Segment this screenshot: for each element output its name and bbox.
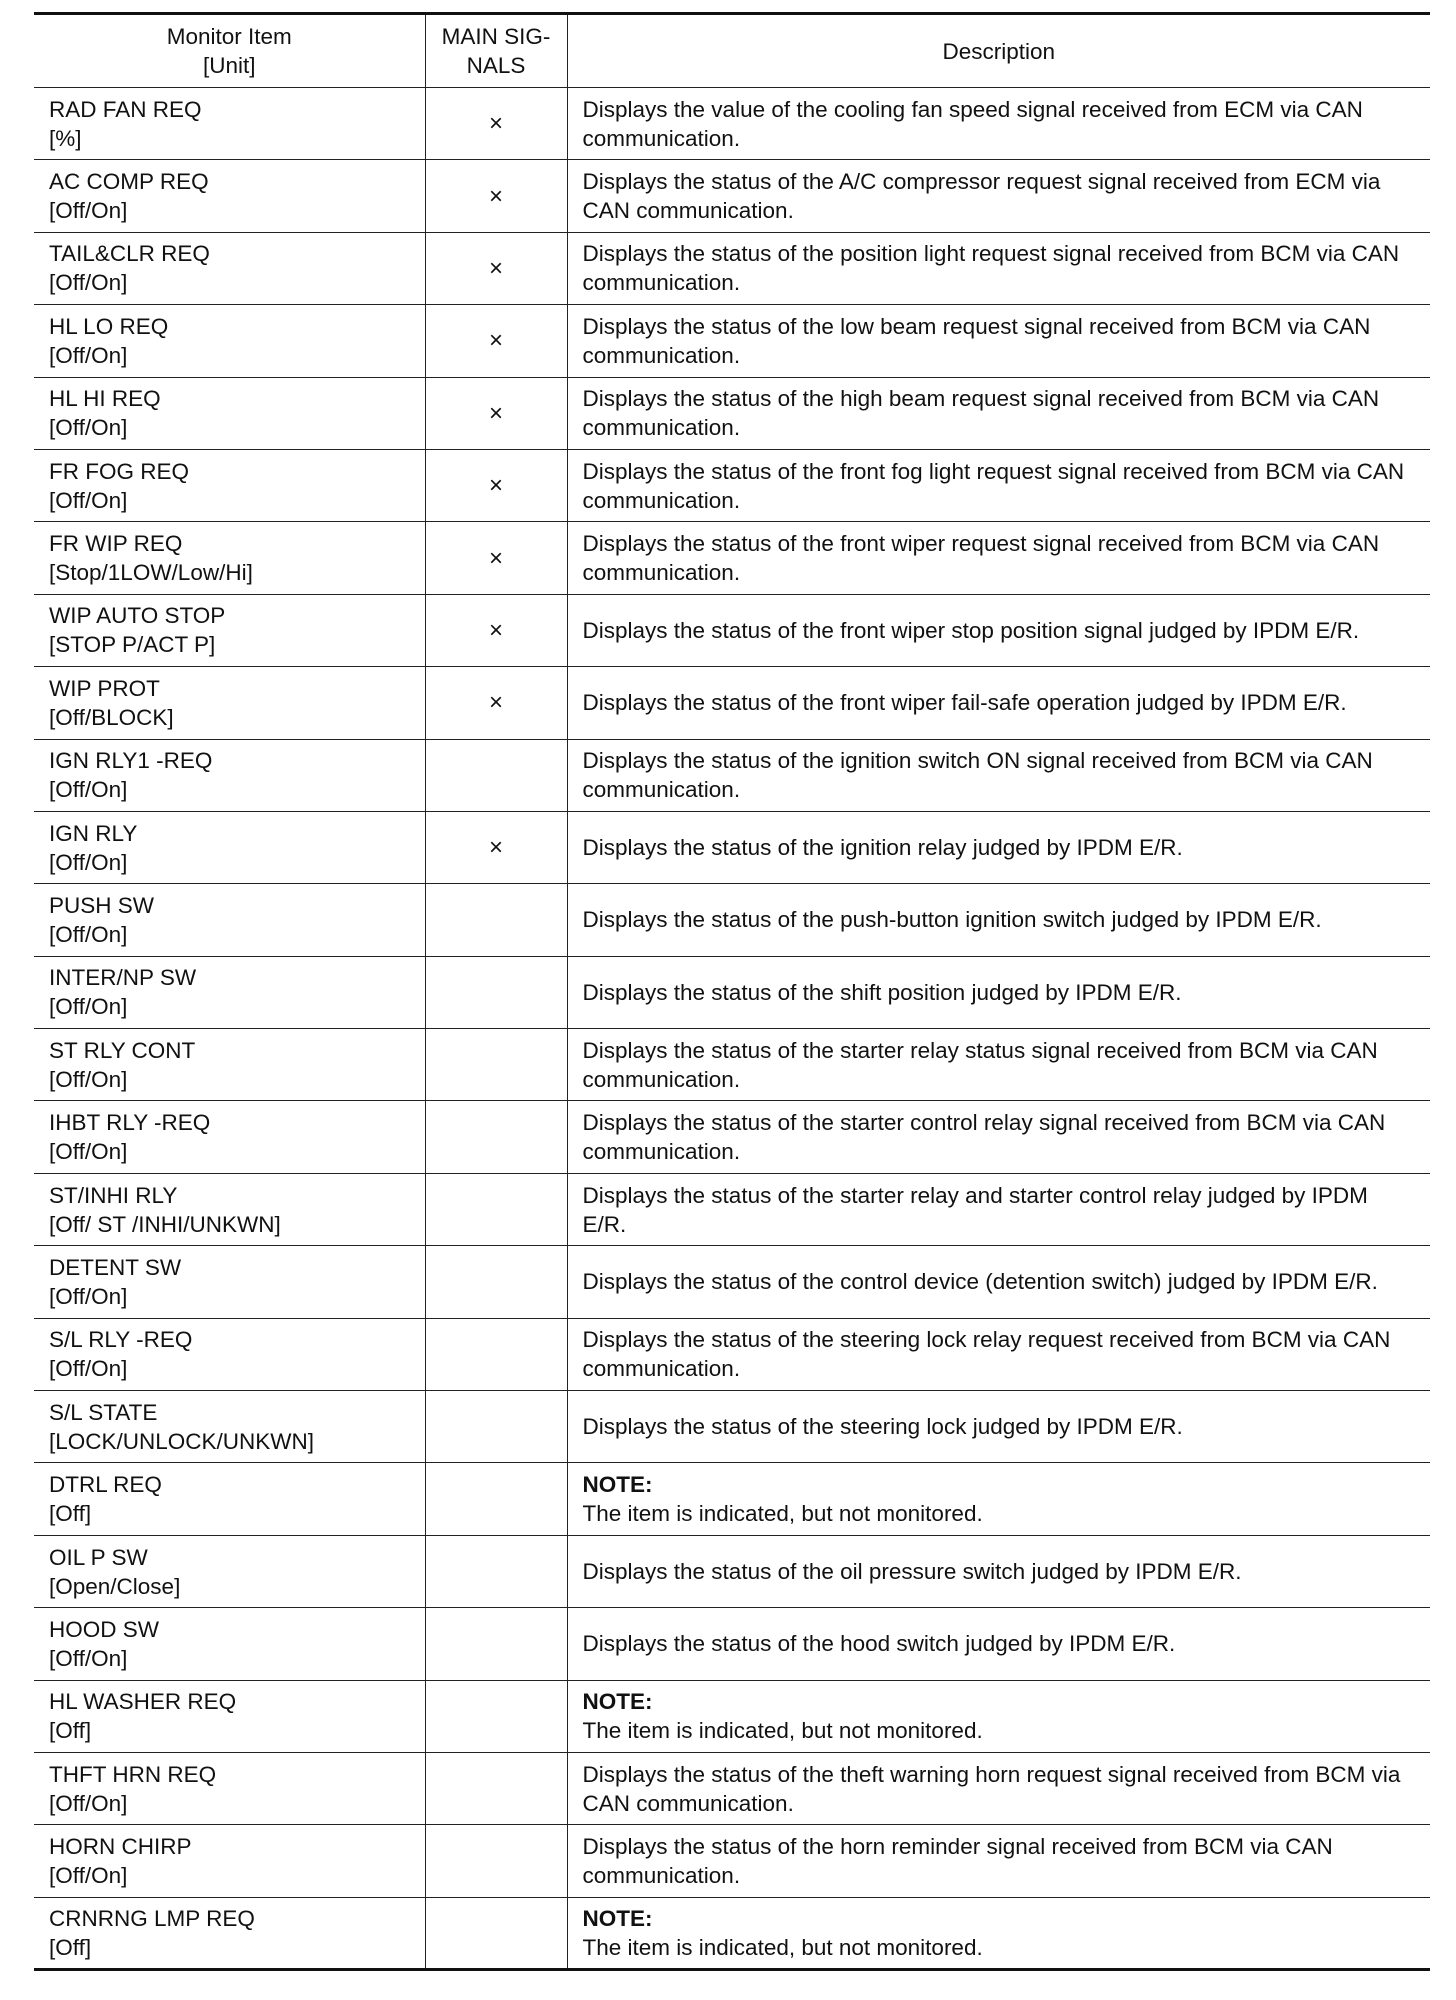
description-cell [567,594,1430,666]
table-row [34,377,1430,449]
table-row [34,1391,1430,1463]
main-signal-mark: × [425,160,567,232]
description-text: Displays the status of the theft warning horn request signal received from BCM via CAN communication. [582,1761,1401,1816]
main-signal-mark [425,1391,567,1463]
monitor-item-name: DETENT SW [49,1254,182,1280]
main-signal-mark: × [425,88,567,160]
monitor-item-unit: [Off/On] [49,1790,128,1816]
description-cell [567,956,1430,1028]
main-signal-mark [425,956,567,1028]
monitor-item-cell [34,1246,425,1318]
description-text: Displays the status of the front wiper request signal received from BCM via CAN communication. [582,531,1380,586]
monitor-item-cell [34,1463,425,1535]
description-cell [567,1101,1430,1173]
description-text: Displays the status of the ignition switch ON signal received from BCM via CAN communication. [582,748,1373,803]
description-text: Displays the status of the position light request signal received from BCM via CAN communication. [582,241,1400,296]
description-cell [567,1825,1430,1897]
table-body [34,88,1430,1970]
monitor-item-unit: [Off/On] [49,1139,128,1165]
description-cell [567,1318,1430,1390]
description-cell [567,1897,1430,1969]
monitor-item-cell [34,305,425,377]
description-text: Displays the status of the front wiper fail-safe operation judged by IPDM E/R. [582,690,1347,716]
main-signal-mark: × [425,449,567,521]
main-signal-mark [425,1173,567,1245]
monitor-item-unit: [LOCK/UNLOCK/UNKWN] [49,1428,315,1454]
monitor-item-unit: [Off/ ST /INHI/UNKWN] [49,1211,281,1237]
description-cell [567,522,1430,594]
monitor-item-name: AC COMP REQ [49,169,209,195]
header-monitor-item [34,14,425,88]
monitor-item-name: FR FOG REQ [49,458,189,484]
monitor-item-cell [34,1029,425,1101]
monitor-item-cell [34,1318,425,1390]
description-text: Displays the status of the steering lock judged by IPDM E/R. [582,1414,1183,1440]
description-cell [567,811,1430,883]
monitor-item-cell [34,739,425,811]
monitor-item-table [34,12,1430,1971]
monitor-item-unit: [Off/On] [49,270,128,296]
description-cell [567,739,1430,811]
main-signal-mark: × [425,667,567,739]
main-signal-mark [425,884,567,956]
monitor-item-name: HL HI REQ [49,386,161,412]
note-label: NOTE: [582,1472,653,1498]
description-cell [567,1680,1430,1752]
description-cell [567,1752,1430,1824]
description-text: Displays the status of the shift position judged by IPDM E/R. [582,979,1182,1005]
monitor-item-cell [34,1101,425,1173]
main-signal-mark [425,1825,567,1897]
monitor-item-name: IHBT RLY -REQ [49,1110,211,1136]
table-row [34,594,1430,666]
monitor-item-unit: [Off/On] [49,487,128,513]
monitor-item-unit: [Off/On] [49,1283,128,1309]
table-row [34,1680,1430,1752]
main-signal-mark [425,1608,567,1680]
monitor-item-name: WIP AUTO STOP [49,603,226,629]
description-text: Displays the status of the starter relay and starter control relay judged by IPDM E/R. [582,1182,1368,1237]
monitor-item-unit: [Off/On] [49,1356,128,1382]
monitor-item-unit: [Off] [49,1934,92,1960]
description-text: Displays the status of the starter relay status signal received from BCM via CAN communication. [582,1037,1378,1092]
header-main-signals-line1: MAIN SIG- [441,24,551,49]
table-row [34,884,1430,956]
description-cell [567,667,1430,739]
description-text: The item is indicated, but not monitored. [582,1501,983,1527]
table-row [34,811,1430,883]
table-row [34,1897,1430,1969]
monitor-item-cell [34,377,425,449]
monitor-item-cell [34,811,425,883]
table-row [34,1029,1430,1101]
monitor-item-name: TAIL&CLR REQ [49,241,210,267]
table-row [34,232,1430,304]
monitor-item-unit: [Off/On] [49,342,128,368]
monitor-item-name: HOOD SW [49,1616,159,1642]
table-row [34,1101,1430,1173]
monitor-item-cell [34,232,425,304]
description-cell [567,884,1430,956]
monitor-item-table-wrapper [34,12,1430,1971]
main-signal-mark [425,1029,567,1101]
monitor-item-cell [34,1391,425,1463]
monitor-item-unit: [Open/Close] [49,1573,181,1599]
monitor-item-cell [34,1825,425,1897]
main-signal-mark [425,1318,567,1390]
monitor-item-unit: [%] [49,125,82,151]
description-cell [567,377,1430,449]
monitor-item-unit: [Off/On] [49,994,128,1020]
header-main-signals-line2: NALS [466,53,526,78]
monitor-item-unit: [Off/On] [49,849,128,875]
monitor-item-name: THFT HRN REQ [49,1761,217,1787]
monitor-item-unit: [Off/On] [49,1066,128,1092]
header-description: Description [567,14,1430,88]
description-text: The item is indicated, but not monitored. [582,1934,983,1960]
table-row [34,667,1430,739]
table-row [34,1608,1430,1680]
monitor-item-unit: [Off/On] [49,198,128,224]
monitor-item-unit: [Off] [49,1501,92,1527]
monitor-item-unit: [STOP P/ACT P] [49,632,216,658]
table-header [34,14,1430,88]
monitor-item-unit: [Off/On] [49,777,128,803]
description-text: Displays the status of the steering lock relay request received from BCM via CAN communication. [582,1327,1391,1382]
monitor-item-cell [34,1608,425,1680]
monitor-item-name: ST RLY CONT [49,1037,196,1063]
description-cell [567,1029,1430,1101]
monitor-item-name: HL LO REQ [49,313,169,339]
description-text: Displays the status of the push-button ignition switch judged by IPDM E/R. [582,907,1322,933]
table-row [34,522,1430,594]
main-signal-mark [425,1680,567,1752]
table-row [34,1752,1430,1824]
description-cell [567,449,1430,521]
monitor-item-cell [34,160,425,232]
monitor-item-unit: [Stop/1LOW/Low/Hi] [49,560,253,586]
description-text: Displays the status of the high beam request signal received from BCM via CAN communication. [582,386,1380,441]
monitor-item-unit: [Off/On] [49,415,128,441]
description-cell [567,1391,1430,1463]
monitor-item-cell [34,522,425,594]
monitor-item-cell [34,667,425,739]
description-text: Displays the status of the control device (detention switch) judged by IPDM E/R. [582,1269,1378,1295]
description-text: Displays the value of the cooling fan speed signal received from ECM via CAN communication. [582,96,1363,151]
monitor-item-name: S/L STATE [49,1399,158,1425]
main-signal-mark: × [425,811,567,883]
monitor-item-cell [34,1535,425,1607]
note-label: NOTE: [582,1905,653,1931]
main-signal-mark: × [425,594,567,666]
table-row [34,1173,1430,1245]
description-cell [567,160,1430,232]
monitor-item-name: INTER/NP SW [49,965,197,991]
description-cell [567,232,1430,304]
description-text: Displays the status of the hood switch judged by IPDM E/R. [582,1631,1176,1657]
table-row [34,739,1430,811]
main-signal-mark [425,1535,567,1607]
header-main-signals [425,14,567,88]
description-text: Displays the status of the oil pressure switch judged by IPDM E/R. [582,1559,1242,1584]
monitor-item-cell [34,956,425,1028]
monitor-item-name: RAD FAN REQ [49,96,202,122]
monitor-item-name: PUSH SW [49,892,155,918]
monitor-item-cell [34,1752,425,1824]
main-signal-mark [425,739,567,811]
monitor-item-cell [34,1173,425,1245]
table-row [34,1535,1430,1607]
description-text: Displays the status of the ignition relay judged by IPDM E/R. [582,835,1183,861]
monitor-item-cell [34,884,425,956]
main-signal-mark: × [425,232,567,304]
monitor-item-cell [34,1897,425,1969]
monitor-item-name: ST/INHI RLY [49,1182,178,1208]
note-label: NOTE: [582,1689,653,1715]
description-text: Displays the status of the low beam request signal received from BCM via CAN communication. [582,313,1371,368]
monitor-item-cell [34,449,425,521]
table-row [34,1318,1430,1390]
main-signal-mark [425,1897,567,1969]
description-text: Displays the status of the front wiper stop position signal judged by IPDM E/R. [582,617,1360,643]
monitor-item-name: CRNRNG LMP REQ [49,1905,255,1931]
monitor-item-cell [34,1680,425,1752]
main-signal-mark: × [425,305,567,377]
monitor-item-name: S/L RLY -REQ [49,1327,193,1353]
monitor-item-name: FR WIP REQ [49,531,183,557]
monitor-item-name: WIP PROT [49,675,160,701]
description-text: Displays the status of the front fog light request signal received from BCM via CAN communication. [582,458,1405,513]
monitor-item-unit: [Off/On] [49,921,128,947]
table-row [34,88,1430,160]
table-row [34,305,1430,377]
table-row [34,1825,1430,1897]
table-row [34,449,1430,521]
description-cell [567,1608,1430,1680]
table-row [34,1463,1430,1535]
main-signal-mark [425,1246,567,1318]
monitor-item-name: HL WASHER REQ [49,1689,237,1715]
description-cell [567,1463,1430,1535]
description-cell [567,88,1430,160]
table-row [34,160,1430,232]
main-signal-mark: × [425,377,567,449]
monitor-item-name: DTRL REQ [49,1472,162,1498]
description-cell [567,1173,1430,1245]
monitor-item-name: IGN RLY [49,820,138,846]
monitor-item-name: IGN RLY1 -REQ [49,748,213,774]
main-signal-mark [425,1752,567,1824]
main-signal-mark [425,1463,567,1535]
monitor-item-unit: [Off] [49,1718,92,1744]
monitor-item-unit: [Off/On] [49,1863,128,1889]
table-row [34,1246,1430,1318]
table-row [34,956,1430,1028]
main-signal-mark: × [425,522,567,594]
description-text: Displays the status of the horn reminder signal received from BCM via CAN communication. [582,1834,1333,1889]
description-text: The item is indicated, but not monitored. [582,1718,983,1744]
header-monitor-item-line2: [Unit] [202,53,256,78]
description-text: Displays the status of the starter control relay signal received from BCM via CAN communication. [582,1110,1386,1165]
description-cell [567,305,1430,377]
monitor-item-unit: [Off/BLOCK] [49,704,174,730]
monitor-item-name: HORN CHIRP [49,1834,192,1860]
monitor-item-cell [34,594,425,666]
main-signal-mark [425,1101,567,1173]
description-cell [567,1535,1430,1607]
monitor-item-unit: [Off/On] [49,1645,128,1671]
monitor-item-cell [34,88,425,160]
description-cell [567,1246,1430,1318]
monitor-item-name: OIL P SW [49,1544,148,1570]
header-monitor-item-line1: Monitor Item [166,24,292,49]
header-row [34,14,1430,88]
description-text: Displays the status of the A/C compressor request signal received from ECM via CAN communication. [582,169,1381,224]
